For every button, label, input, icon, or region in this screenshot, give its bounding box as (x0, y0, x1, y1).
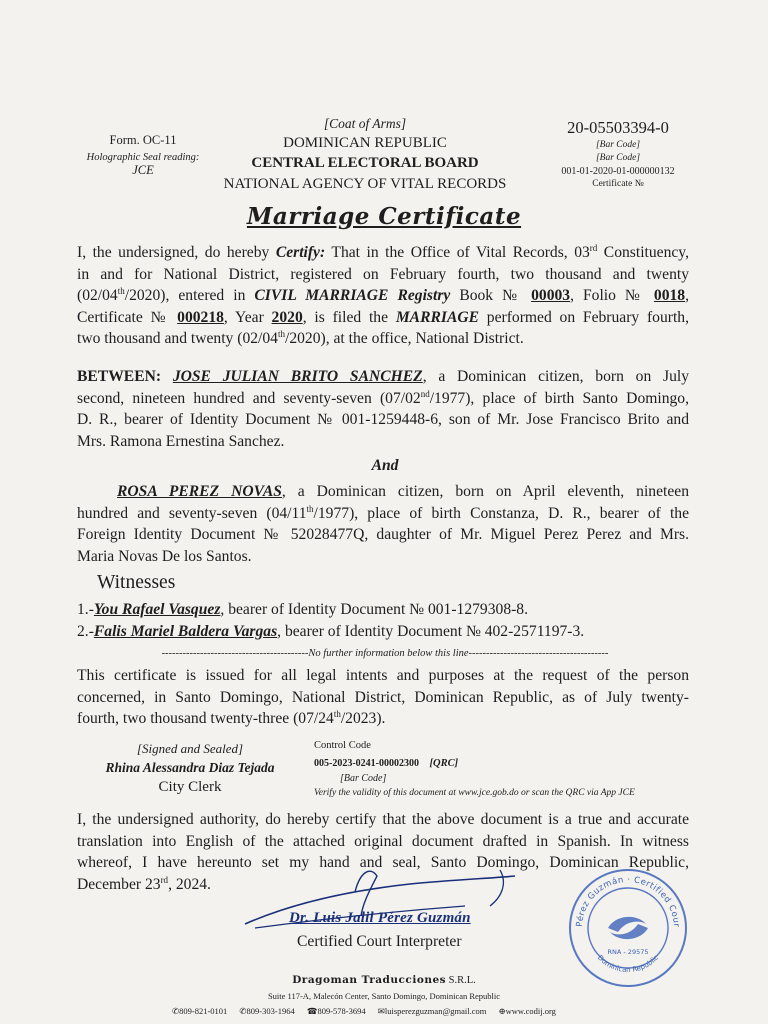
phone-icon: ✆ (239, 1006, 247, 1016)
witness-2: 2.-Falis Mariel Baldera Vargas, bearer of Identity Document № 402-2571197-3. (77, 623, 585, 640)
interpreter-seal (566, 866, 690, 990)
witnesses-heading: Witnesses (97, 572, 176, 593)
certify-paragraph: I, the undersigned, do hereby Certify: That in the Office of Vital Records, 03rd Constituency, in and for National District, registered on February fourth, two thousand and twenty (02/04th/2020), entered in CIVIL MARRIAGE Registry Book № 00003, Folio № 0018, Certificate № 000218, Year 2020, is filed the MARRIAGE performed on February fourth, two thousand and twenty (02/04th/2020), at the office, National District. (77, 242, 689, 347)
control-code-label: Control Code (314, 740, 371, 751)
control-bar-code-note: [Bar Code] (340, 773, 387, 784)
form-number: Form. OC-11 (109, 133, 177, 147)
issued-paragraph: This certificate is issued for all legal intents and purposes at the request of the person concerned, in Santo Domingo, National District, Dominican Republic, as of July twenty- fourth, two thousand twenty-three (07/24th/2023). (77, 667, 689, 727)
footer-contacts (172, 1006, 556, 1017)
signed-sealed-note: [Signed and Sealed] (136, 741, 244, 756)
bride-paragraph: ROSA PEREZ NOVAS, a Dominican citizen, born on April eleventh, nineteen hundred and seventy-seven (04/11th/1977), place of birth Constanza, D. R., bearer of the Foreign Identity Document № 52028477Q, daughter of Mr. Miguel Perez Perez and Mrs. Maria Novas De los Santos. (77, 483, 690, 565)
qrc-note: [QRC] (429, 758, 459, 769)
coat-of-arms-note: [Coat of Arms] (323, 116, 407, 131)
translator-paragraph: I, the undersigned authority, do hereby certify that the above document is a true and accurate translation into English of the attached original document drafted in Spanish. In witness whereof, I have hereunto set my hand and seal, Santo Domingo, Dominican Republic, December 23rd, 2024. (77, 811, 689, 893)
document-number: 20-05503394-0 (567, 118, 669, 137)
document-title: Marriage Certificate (246, 203, 522, 230)
witness-1-name: You Rafael Vasquez (93, 601, 221, 618)
clerk-name: Rhina Alessandra Diaz Tejada (105, 760, 275, 775)
footer-company: Dragoman Traducciones S.R.L. (292, 974, 476, 986)
seal-bottom-text: Dominican Republic (595, 953, 661, 975)
no-further-info-line: ------------------------------------------No further information below this line---------------------------------------- (161, 648, 609, 659)
certificate-number: 001-01-2020-01-000000132 (561, 166, 675, 177)
clerk-title: City Clerk (158, 779, 222, 795)
seal-rna: RNA - 29575 (607, 948, 649, 956)
control-code (314, 758, 458, 769)
witness-1: 1.-You Rafael Vasquez, bearer of Identity Document № 001-1279308-8. (77, 601, 529, 618)
groom-paragraph: BETWEEN: JOSE JULIAN BRITO SANCHEZ, a Dominican citizen, born on July second, nineteen hundred and seventy-seven (07/02nd/1977), place of birth Santo Domingo, D. R., bearer of Identity Document № 001-1259448-6, son of Mr. Jose Francisco Brito and Mrs. Ramona Ernestina Sanchez. (77, 368, 689, 450)
interpreter-signature: Dr. Luis Jalil Pérez Guzmán (289, 910, 471, 926)
control-code-value: 005-2023-0241-00002300 (314, 758, 419, 769)
holographic-seal-label: Holographic Seal reading: (86, 152, 200, 163)
footer-email[interactable]: luisperezguzman@gmail.com (384, 1006, 487, 1016)
footer-phone-3[interactable]: 809-578-3694 (317, 1006, 366, 1016)
bride-name: ROSA PEREZ NOVAS (117, 483, 282, 500)
country-name: DOMINICAN REPUBLIC (283, 135, 447, 151)
footer-website[interactable]: www.codij.org (505, 1006, 556, 1016)
telephone-icon: ☎ (306, 1006, 318, 1016)
witness-2-name: Falis Mariel Baldera Vargas (93, 623, 278, 640)
bar-code-note-2: [Bar Code] (595, 153, 641, 163)
verify-note: Verify the validity of this document at www.jce.gob.do or scan the QRC via App JCE (314, 788, 635, 798)
mail-icon: ✉ (377, 1006, 385, 1016)
agency-name: NATIONAL AGENCY OF VITAL RECORDS (223, 176, 507, 192)
footer-phone-1[interactable]: 809-821-0101 (179, 1006, 228, 1016)
footer-phone-2[interactable]: 809-303-1964 (246, 1006, 295, 1016)
certificate-label: Certificate № (592, 179, 644, 189)
footer-address: Suite 117-A, Malecón Center, Santo Domingo, Dominican Republic (267, 991, 501, 1001)
groom-name: JOSE JULIAN BRITO SANCHEZ (172, 368, 423, 385)
board-name: CENTRAL ELECTORAL BOARD (251, 155, 479, 171)
bar-code-note-1: [Bar Code] (595, 140, 641, 150)
svg-text:Dominican Republic (596, 954, 660, 974)
seal-ring-text: Pérez Guzmán · Certified Cour (574, 874, 682, 928)
whatsapp-icon: ✆ (172, 1006, 180, 1016)
web-icon: ⊕ (498, 1006, 506, 1016)
holographic-seal-value: JCE (132, 163, 154, 177)
between-label: BETWEEN: (77, 368, 162, 385)
and-label: And (371, 457, 399, 474)
interpreter-title: Certified Court Interpreter (297, 933, 462, 950)
